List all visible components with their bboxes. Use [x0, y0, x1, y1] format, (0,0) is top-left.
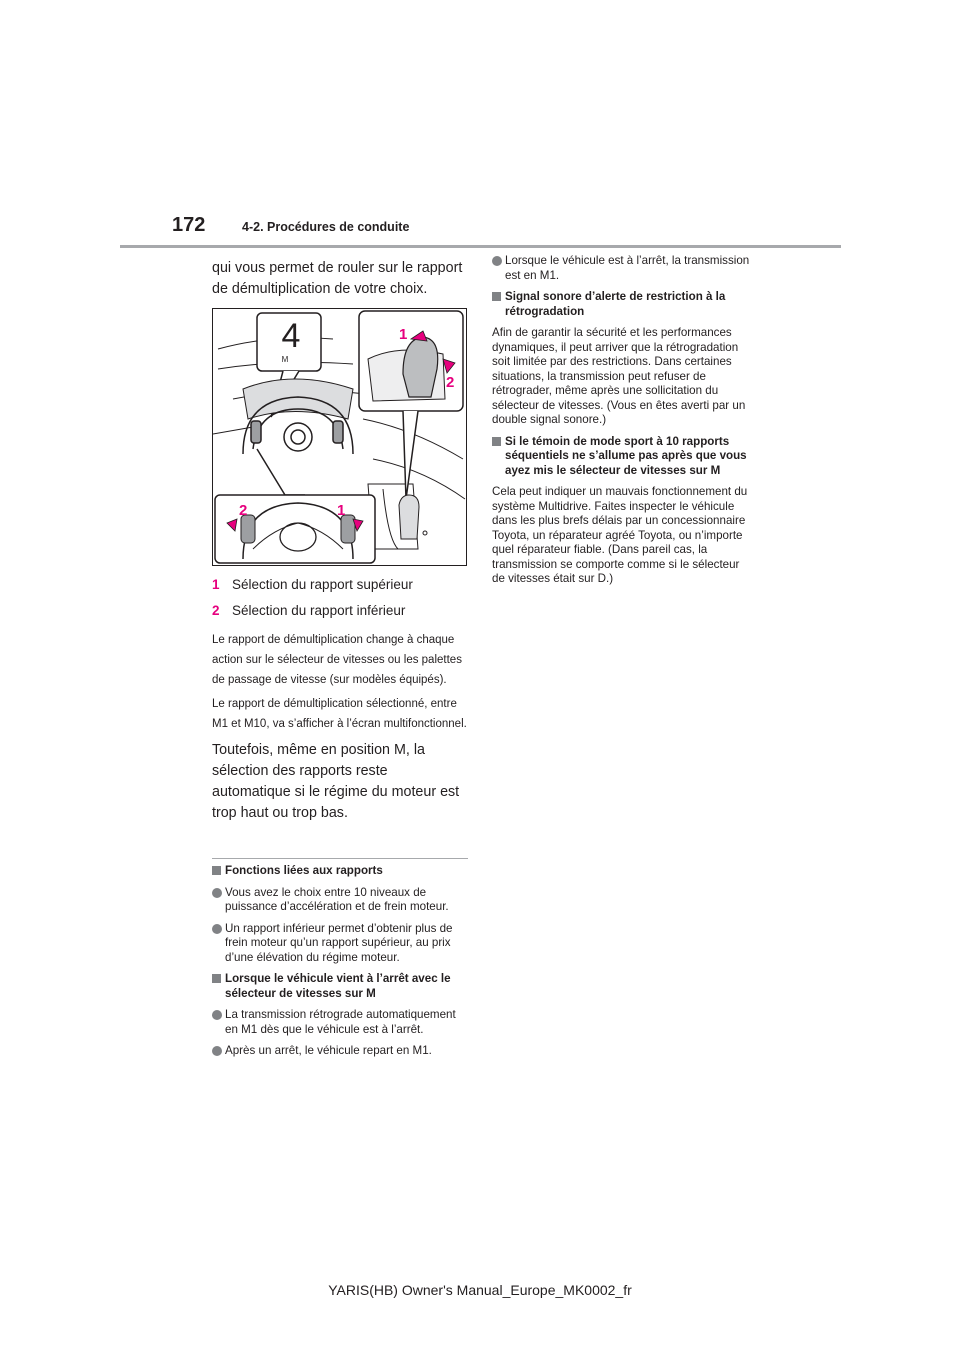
round-bullet-icon	[212, 888, 222, 898]
round-bullet-icon	[492, 256, 502, 266]
note-bullet-text: La transmission rétrograde automatiquement en M1 dès que le véhicule est à l’arrêt.	[225, 1008, 456, 1036]
dashboard-illustration	[213, 309, 466, 565]
intro-text: qui vous permet de rouler sur le rapport de démultiplication de votre choix.	[212, 260, 463, 297]
note-heading-text: Fonctions liées aux rapports	[225, 864, 383, 877]
gear-mode-label: M	[281, 355, 289, 364]
note-heading-text: Lorsque le véhicule vient à l’arrêt avec le sélecteur de vitesses sur M	[225, 972, 451, 1000]
figure-legend	[212, 572, 470, 824]
note-paragraph: Afin de garantir la sécurité et les performances dynamiques, il peut arriver que la rétrogradation soit limitée par des restrictions. Dans certaines situations, la transmission peut refuser de rétrograder, même après une sollicitation du sélecteur de vitesses. (Vous en êtes averti par un double signal sonore.)	[492, 326, 746, 426]
legend-item	[212, 572, 470, 598]
legend-label: Sélection du rapport supérieur	[232, 577, 413, 592]
note-heading-text: Si le témoin de mode sport à 10 rapports séquentiels ne s’allume pas après que vous ayez mis le sélecteur de vitesses sur M	[505, 434, 747, 477]
note-heading	[492, 435, 754, 479]
callout-downshift-number: 2	[446, 374, 455, 391]
note-bullet-text: Vous avez le choix entre 10 niveaux de puissance d’accélération et de frein moteur.	[225, 885, 449, 913]
round-bullet-icon	[212, 1010, 222, 1020]
square-bullet-icon	[212, 974, 221, 983]
legend-label: Sélection du rapport inférieur	[232, 603, 406, 618]
note-paragraph: Cela peut indiquer un mauvais fonctionnement du système Multidrive. Faites inspecter le véhicule dans les plus brefs délais par un concessionnaire Toyota, un réparateur agréé Toyota, ou n’importe quel réparateur fiable. (Dans pareil cas, la transmission se comporte comme si le sélecteur de vitesses était sur D.)	[492, 485, 748, 585]
legend-number: 2	[212, 603, 220, 618]
round-bullet-icon	[212, 1046, 222, 1056]
legend-item	[212, 598, 470, 624]
note-heading	[212, 972, 470, 1001]
note-bullet-text: Un rapport inférieur permet d’obtenir plus de frein moteur qu’un rapport supérieur, au prix d’une élévation du régime moteur.	[225, 921, 453, 964]
note-heading	[212, 864, 470, 879]
square-bullet-icon	[492, 437, 501, 446]
callout-left-paddle-number: 2	[239, 502, 248, 519]
callout-upshift-number: 1	[399, 326, 408, 343]
gear-selection-figure	[212, 308, 467, 566]
note-heading-text: Signal sonore d’alerte de restriction à la rétrogradation	[505, 290, 726, 318]
round-bullet-icon	[212, 924, 222, 934]
console-shifter	[399, 495, 427, 539]
left-column	[212, 258, 470, 300]
square-bullet-icon	[212, 866, 221, 875]
note-bullet-text: Lorsque le véhicule est à l’arrêt, la transmission est en M1.	[505, 254, 750, 282]
left-notes	[212, 864, 470, 1066]
gear-display-digit: 4	[281, 317, 301, 355]
note-bullet-text: Après un arrêt, le véhicule repart en M1.	[225, 1044, 432, 1057]
note-heading	[492, 290, 754, 319]
paragraph-gear-change: Le rapport de démultiplication change à chaque action sur le sélecteur de vitesses ou les palettes de passage de vitesse (sur modèles équipés).	[212, 634, 462, 686]
note-bullet	[212, 886, 470, 915]
paragraph-automatic-selection: Toutefois, même en position M, la sélection des rapports reste automatique si le régime du moteur est trop haut ou trop bas.	[212, 742, 460, 821]
section-divider	[212, 858, 468, 859]
note-bullet	[212, 1044, 470, 1059]
section-title: 4-2. Procédures de conduite	[242, 220, 410, 234]
paragraph-gear-display: Le rapport de démultiplication sélectionné, entre M1 et M10, va s’afficher à l’écran multifonctionnel.	[212, 698, 467, 730]
square-bullet-icon	[492, 292, 501, 301]
note-bullet	[212, 1008, 470, 1037]
callout-right-paddle-number: 1	[337, 502, 346, 519]
note-bullet	[212, 922, 470, 966]
right-column	[492, 254, 754, 594]
header-rule	[120, 245, 841, 248]
footer-manual-id: YARIS(HB) Owner's Manual_Europe_MK0002_fr	[328, 1282, 632, 1298]
note-bullet	[492, 254, 754, 283]
legend-number: 1	[212, 577, 220, 592]
page-number: 172	[172, 214, 206, 236]
